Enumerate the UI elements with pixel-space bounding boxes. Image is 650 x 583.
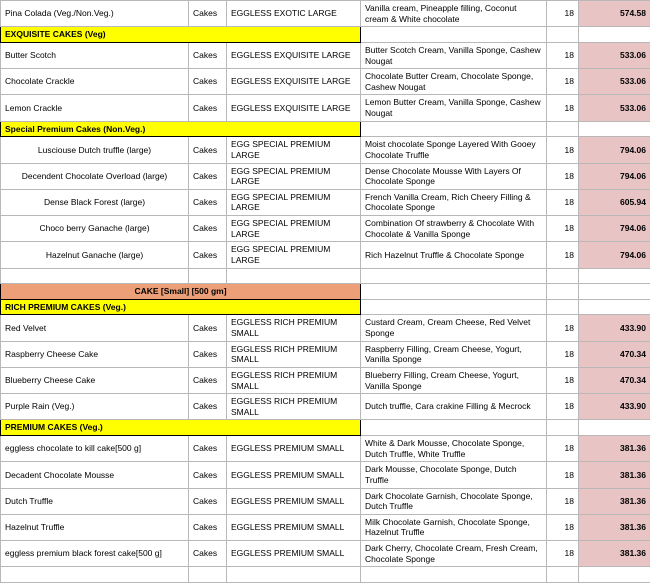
cell-product-description: Raspberry Filling, Cream Cheese, Yogurt, Vanilla Sponge [361,341,547,367]
spacer-cell [547,567,579,583]
cell-product-name: eggless premium black forest cake[500 g] [1,541,189,567]
cell-product-type: Cakes [189,216,227,242]
cell-product-category: EGGLESS RICH PREMIUM SMALL [227,341,361,367]
cell-quantity: 18 [547,163,579,189]
cell-quantity: 18 [547,242,579,268]
cell-price: 470.34 [579,341,650,367]
cell-product-description: Vanilla cream, Pineapple filling, Coconut cream & White chocolate [361,1,547,27]
cell-product-name: Butter Scotch [1,42,189,68]
cell-product-description: Chocolate Butter Cream, Chocolate Sponge, Cashew Nougat [361,69,547,95]
table-row [1,394,650,420]
cell-product-name: Dense Black Forest (large) [1,189,189,215]
cell-product-type: Cakes [189,514,227,540]
cell-product-category: EGGLESS EXOTIC LARGE [227,1,361,27]
section-header-row [1,121,650,137]
cell-product-category: EGG SPECIAL PREMIUM LARGE [227,242,361,268]
section-header-label: RICH PREMIUM CAKES (Veg.) [1,299,361,315]
section-blank-quantity [547,284,579,300]
cell-product-description: Lemon Butter Cream, Vanilla Sponge, Cashew Nougat [361,95,547,121]
cell-product-category: EGGLESS PREMIUM SMALL [227,514,361,540]
cell-product-type: Cakes [189,189,227,215]
table-row [1,216,650,242]
cell-product-category: EGG SPECIAL PREMIUM LARGE [227,216,361,242]
cell-product-type: Cakes [189,95,227,121]
spacer-cell [579,567,650,583]
cell-price: 381.36 [579,514,650,540]
cell-product-name: Pina Colada (Veg./Non.Veg.) [1,1,189,27]
cell-product-name: Chocolate Crackle [1,69,189,95]
cell-product-type: Cakes [189,462,227,488]
cell-product-type: Cakes [189,1,227,27]
cell-quantity: 18 [547,462,579,488]
cell-quantity: 18 [547,189,579,215]
cell-product-description: Combination Of strawberry & Chocolate With Chocolate & Vanilla Sponge [361,216,547,242]
cell-price: 533.06 [579,42,650,68]
section-header-label: Special Premium Cakes (Non.Veg.) [1,121,361,137]
cell-price: 433.90 [579,394,650,420]
table-row [1,42,650,68]
spacer-row [1,268,650,284]
spacer-cell [189,268,227,284]
cell-product-description: Dense Chocolate Mousse With Layers Of Chocolate Sponge [361,163,547,189]
spacer-cell [361,567,547,583]
section-blank-description [361,121,547,137]
cell-quantity: 18 [547,42,579,68]
cell-product-type: Cakes [189,69,227,95]
cell-product-category: EGGLESS EXQUISITE LARGE [227,95,361,121]
section-blank-quantity [547,420,579,436]
cell-product-name: eggless chocolate to kill cake[500 g] [1,436,189,462]
cell-product-type: Cakes [189,367,227,393]
section-header-row [1,299,650,315]
section-header-label: EXQUISITE CAKES (Veg) [1,27,361,43]
cell-product-description: Moist chocolate Sponge Layered With Gooey Chocolate Truffle [361,137,547,163]
spacer-cell [1,567,189,583]
section-blank-quantity [547,27,579,43]
cell-product-name: Purple Rain (Veg.) [1,394,189,420]
cell-product-category: EGGLESS PREMIUM SMALL [227,488,361,514]
cell-product-name: Choco berry Ganache (large) [1,216,189,242]
cell-product-type: Cakes [189,488,227,514]
cell-product-category: EGG SPECIAL PREMIUM LARGE [227,137,361,163]
cell-product-name: Decendent Chocolate Overload (large) [1,163,189,189]
cell-product-type: Cakes [189,394,227,420]
cell-quantity: 18 [547,95,579,121]
cell-product-category: EGGLESS EXQUISITE LARGE [227,42,361,68]
section-blank-description [361,420,547,436]
cell-quantity: 18 [547,488,579,514]
cell-quantity: 18 [547,394,579,420]
cell-product-type: Cakes [189,341,227,367]
cell-product-type: Cakes [189,242,227,268]
table-row [1,514,650,540]
section-header-label: CAKE [Small] [500 gm] [1,284,361,300]
cell-product-description: Dark Mousse, Chocolate Sponge, Dutch Truffle [361,462,547,488]
cell-product-name: Dutch Truffle [1,488,189,514]
cell-price: 794.06 [579,137,650,163]
table-row [1,315,650,341]
cell-quantity: 18 [547,367,579,393]
table-row [1,341,650,367]
cell-product-description: Blueberry Filling, Cream Cheese, Yogurt, Vanilla Sponge [361,367,547,393]
cell-product-name: Decadent Chocolate Mousse [1,462,189,488]
cell-product-description: White & Dark Mousse, Chocolate Sponge, Dutch Truffle, White Truffle [361,436,547,462]
table-row [1,189,650,215]
cell-product-category: EGGLESS PREMIUM SMALL [227,462,361,488]
table-row [1,137,650,163]
table-row [1,436,650,462]
cell-quantity: 18 [547,315,579,341]
cell-product-type: Cakes [189,42,227,68]
cell-product-name: Red Velvet [1,315,189,341]
cell-price: 381.36 [579,488,650,514]
section-header-row [1,27,650,43]
section-blank-quantity [547,299,579,315]
cell-quantity: 18 [547,341,579,367]
spacer-cell [361,268,547,284]
section-blank-price [579,121,650,137]
cell-quantity: 18 [547,1,579,27]
table-row [1,95,650,121]
section-blank-quantity [547,121,579,137]
cell-price: 794.06 [579,216,650,242]
cell-price: 574.58 [579,1,650,27]
cell-quantity: 18 [547,69,579,95]
section-blank-description [361,27,547,43]
price-list-body [1,1,650,583]
cell-price: 381.36 [579,462,650,488]
section-blank-price [579,27,650,43]
cell-price: 605.94 [579,189,650,215]
table-row [1,367,650,393]
cell-product-category: EGGLESS PREMIUM SMALL [227,541,361,567]
cell-product-name: Blueberry Cheese Cake [1,367,189,393]
blank-row [1,567,650,583]
cell-product-category: EGGLESS PREMIUM SMALL [227,436,361,462]
cell-quantity: 18 [547,541,579,567]
cell-price: 381.36 [579,436,650,462]
cell-quantity: 18 [547,436,579,462]
cell-product-name: Hazelnut Ganache (large) [1,242,189,268]
cell-product-category: EGGLESS RICH PREMIUM SMALL [227,315,361,341]
cell-product-description: Milk Chocolate Garnish, Chocolate Sponge, Hazelnut Truffle [361,514,547,540]
section-header-label: PREMIUM CAKES (Veg.) [1,420,361,436]
cell-product-description: Dark Chocolate Garnish, Chocolate Sponge, Dutch Truffle [361,488,547,514]
cell-product-description: Dutch truffle, Cara crakine Filling & Mecrock [361,394,547,420]
spacer-cell [227,268,361,284]
cell-product-name: Lemon Crackle [1,95,189,121]
cell-product-type: Cakes [189,163,227,189]
cell-price: 533.06 [579,69,650,95]
table-row [1,1,650,27]
cell-price: 794.06 [579,163,650,189]
cell-quantity: 18 [547,514,579,540]
table-row [1,541,650,567]
cell-product-name: Lusciouse Dutch truffle (large) [1,137,189,163]
cell-product-category: EGGLESS RICH PREMIUM SMALL [227,367,361,393]
cell-product-description: Butter Scotch Cream, Vanilla Sponge, Cashew Nougat [361,42,547,68]
cell-quantity: 18 [547,137,579,163]
cell-price: 381.36 [579,541,650,567]
cell-product-type: Cakes [189,541,227,567]
spacer-cell [1,268,189,284]
cell-price: 533.06 [579,95,650,121]
section-blank-description [361,284,547,300]
spacer-cell [579,268,650,284]
cell-product-category: EGGLESS RICH PREMIUM SMALL [227,394,361,420]
table-row [1,488,650,514]
table-row [1,242,650,268]
table-row [1,163,650,189]
cell-product-description: Custard Cream, Cream Cheese, Red Velvet Sponge [361,315,547,341]
cell-product-name: Hazelnut Truffle [1,514,189,540]
spacer-cell [189,567,227,583]
section-header-row [1,420,650,436]
cell-product-category: EGG SPECIAL PREMIUM LARGE [227,189,361,215]
section-blank-price [579,299,650,315]
table-row [1,462,650,488]
cell-product-type: Cakes [189,137,227,163]
cell-price: 470.34 [579,367,650,393]
cell-quantity: 18 [547,216,579,242]
cell-price: 794.06 [579,242,650,268]
section-blank-price [579,420,650,436]
cell-product-name: Raspberry Cheese Cake [1,341,189,367]
cell-product-type: Cakes [189,436,227,462]
cell-product-category: EGGLESS EXQUISITE LARGE [227,69,361,95]
spacer-cell [547,268,579,284]
section-blank-price [579,284,650,300]
section-blank-description [361,299,547,315]
cell-product-description: Dark Cherry, Chocolate Cream, Fresh Cream, Chocolate Sponge [361,541,547,567]
cell-product-description: Rich Hazelnut Truffle & Chocolate Sponge [361,242,547,268]
cell-product-type: Cakes [189,315,227,341]
cell-product-category: EGG SPECIAL PREMIUM LARGE [227,163,361,189]
cell-price: 433.90 [579,315,650,341]
section-header-row [1,284,650,300]
table-row [1,69,650,95]
cell-product-description: French Vanilla Cream, Rich Cheery Filling & Chocolate Sponge [361,189,547,215]
spacer-cell [227,567,361,583]
